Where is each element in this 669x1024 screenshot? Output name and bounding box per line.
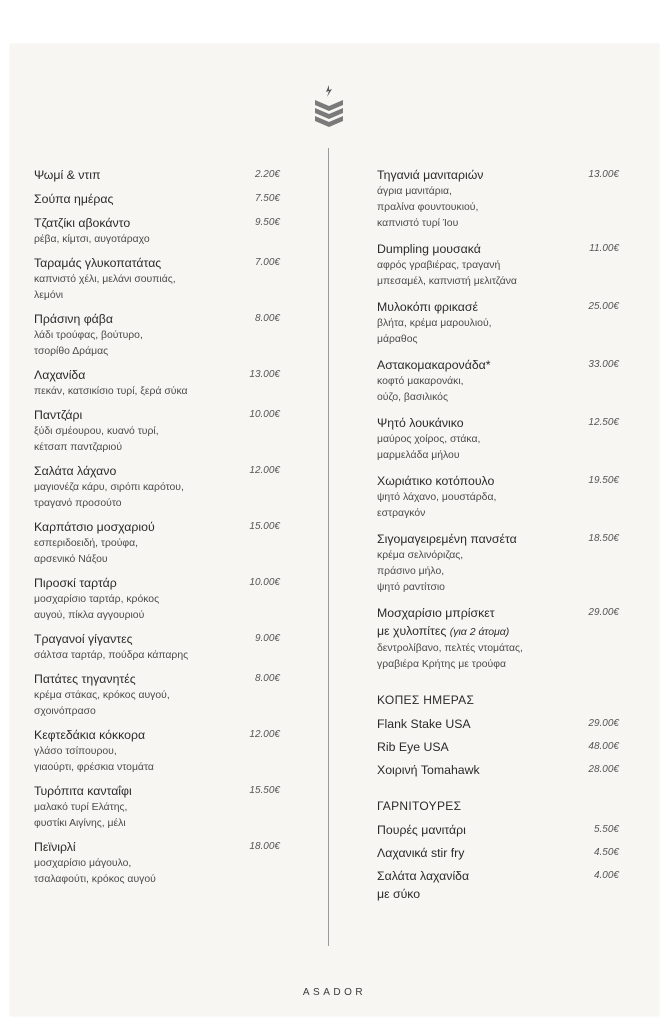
menu-item [34, 310, 286, 360]
dish-price: 28.00€ [588, 764, 619, 775]
dish-price: 25.00€ [588, 301, 619, 312]
dish-price: 7.00€ [254, 257, 280, 268]
dish-description: μοσχαρίσιο μάγουλο, [34, 858, 132, 869]
menu-item [34, 406, 286, 456]
dish-name: Ψωμί & ντιπ [34, 168, 101, 182]
menu-item [34, 726, 286, 776]
dish-price: 12.00€ [249, 465, 280, 476]
menu-item [377, 166, 625, 232]
dish-price: 9.00€ [254, 633, 280, 644]
dish-name: Σαλάτα λαχανίδα [377, 869, 470, 883]
menu-item [34, 782, 286, 832]
dish-name: Πιροσκί ταρτάρ [34, 576, 117, 590]
dish-price: 18.00€ [249, 841, 280, 852]
dish-price: 11.00€ [589, 243, 619, 254]
menu-item [377, 298, 625, 348]
menu-item [377, 761, 625, 779]
dish-name: Τραγανοί γίγαντες [34, 632, 133, 646]
dish-price: 12.00€ [249, 729, 280, 740]
menu-item [34, 214, 286, 248]
dish-name: Πουρές μανιτάρι [377, 823, 466, 837]
dish-description: δεντρολίβανο, πελτές ντομάτας, [377, 643, 523, 654]
portion-note: (για 2 άτομα) [449, 626, 510, 638]
dish-name: Λαχανίδα [34, 368, 86, 382]
dish-description: ψητό ραντίτσιο [377, 582, 445, 593]
right-menu-column [377, 166, 625, 903]
menu-item [377, 240, 625, 290]
dish-name: Πατάτες τηγανητές [34, 672, 136, 686]
dish-description: πραλίνα φουντουκιού, [377, 202, 479, 213]
dish-description: μοσχαρίσιο ταρτάρ, κρόκος [34, 594, 160, 605]
dish-description: καπνιστό χέλι, μελάνι σουπιάς, [34, 274, 176, 285]
dish-description: τσορίθο Δράμας [34, 346, 109, 357]
dish-name-line2: με σύκο [377, 887, 421, 901]
menu-item [377, 414, 625, 464]
dish-description: αρσενικό Νάξου [34, 554, 108, 565]
dish-description: αυγού, πίκλα αγγουριού [34, 610, 145, 621]
dish-description: φυστίκι Αιγίνης, μέλι [34, 818, 126, 829]
menu-item [377, 715, 625, 733]
dish-price: 13.00€ [249, 369, 280, 380]
dish-price: 4.00€ [593, 870, 619, 881]
dish-description: άγρια μανιτάρια, [377, 186, 452, 197]
dish-name: Τζατζίκι αβοκάντο [34, 216, 131, 230]
dish-description: μαλακό τυρί Ελάτης, [34, 802, 128, 813]
dish-price: 7.50€ [254, 193, 280, 204]
dish-price: 10.00€ [249, 577, 280, 588]
dish-description: ούζο, βασιλικός [377, 392, 448, 403]
dish-description: κρέμα σελινόριζας, [377, 550, 464, 561]
dish-description: μπεσαμέλ, καπνιστή μελιτζάνα [377, 276, 517, 287]
dish-description: κρέμα στάκας, κρόκος αυγού, [34, 690, 170, 701]
section-title-sides: ΓΑΡΝΙΤΟΥΡΕΣ [377, 799, 462, 813]
menu-item [34, 190, 286, 208]
menu-item [34, 838, 286, 888]
menu-item [34, 166, 286, 184]
dish-description: εσπεριδοειδή, τρούφα, [34, 538, 139, 549]
dish-description: ρέβα, κίμτσι, αυγοτάραχο [34, 234, 150, 245]
dish-name: Αστακομακαρονάδα* [377, 358, 491, 372]
dish-price: 4.50€ [593, 847, 619, 858]
menu-item [34, 670, 286, 720]
left-menu-column [34, 166, 286, 888]
dish-description: τσαλαφούτι, κρόκος αυγού [34, 874, 156, 885]
dish-price: 33.00€ [588, 359, 619, 370]
menu-item [34, 254, 286, 304]
dish-name: Καρπάτσιο μοσχαριού [34, 520, 155, 534]
dish-description: κοφτό μακαρονάκι, [377, 376, 464, 387]
menu-item [377, 472, 625, 522]
menu-item [377, 530, 625, 596]
dish-name: Πράσινη φάβα [34, 312, 113, 326]
dish-description: πράσινο μήλο, [377, 566, 445, 577]
dish-name: Flank Stake USA [377, 717, 471, 731]
dish-name: Μυλοκόπι φρικασέ [377, 300, 478, 314]
dish-description: σάλτσα ταρτάρ, πούδρα κάπαρης [34, 650, 189, 661]
dish-description: τραγανό προσούτο [34, 498, 122, 509]
dish-price: 15.50€ [249, 785, 280, 796]
flame-chevrons-icon [312, 84, 346, 130]
dish-description: μάραθος [377, 334, 418, 345]
dish-price: 12.50€ [588, 417, 619, 428]
dish-description: μαρμελάδα μήλου [377, 450, 460, 461]
dish-description: γραβιέρα Κρήτης με τρούφα [377, 659, 506, 670]
dish-name-line2: με χυλοπίτες (για 2 άτομα) [377, 624, 510, 638]
dish-name: Λαχανικά stir fry [377, 846, 465, 860]
dish-price: 10.00€ [249, 409, 280, 420]
dish-description: αφρός γραβιέρας, τραγανή [377, 260, 501, 271]
dish-price: 2.20€ [254, 169, 280, 180]
dish-name: Χωριάτικο κοτόπουλο [377, 474, 495, 488]
dish-name: Σούπα ημέρας [34, 192, 114, 206]
dish-name: Ταραμάς γλυκοπατάτας [34, 256, 162, 270]
dish-description: βλήτα, κρέμα μαρουλιού, [377, 318, 492, 329]
dish-name: Κεφτεδάκια κόκκορα [34, 728, 146, 742]
dish-name: Σαλάτα λάχανο [34, 464, 117, 478]
dish-price: 18.50€ [588, 533, 619, 544]
dish-name: Rib Eye USA [377, 740, 449, 754]
dish-price: 29.00€ [588, 718, 619, 729]
menu-item [34, 574, 286, 624]
dish-description: ξύδι σμέουρου, κυανό τυρί, [34, 426, 159, 437]
dish-price: 13.00€ [588, 169, 619, 180]
dish-price: 9.50€ [254, 217, 280, 228]
dish-price: 8.00€ [254, 313, 280, 324]
dish-name: Παντζάρι [34, 408, 83, 422]
dish-price: 15.00€ [249, 521, 280, 532]
dish-name: Τυρόπιτα κανταΐφι [34, 784, 132, 798]
dish-name: Χοιρινή Tomahawk [377, 763, 480, 777]
dish-description: εστραγκόν [377, 508, 426, 519]
dish-name: Σιγομαγειρεμένη πανσέτα [377, 532, 517, 546]
dish-description: μαύρος χοίρος, στάκα, [377, 434, 481, 445]
dish-price: 29.00€ [588, 607, 619, 618]
menu-item [377, 867, 625, 903]
menu-item [377, 356, 625, 406]
dish-price: 19.50€ [588, 475, 619, 486]
dish-price: 8.00€ [254, 673, 280, 684]
dish-name: Dumpling μουσακά [377, 242, 481, 256]
dish-description: λεμόνι [34, 290, 64, 301]
dish-description: πεκάν, κατσικίσιο τυρί, ξερά σύκα [34, 386, 188, 397]
dish-name: Μοσχαρίσιο μπρίσκετ [377, 606, 495, 620]
dish-description: γιαούρτι, φρέσκια ντομάτα [34, 762, 154, 773]
column-divider [328, 148, 329, 946]
menu-item [377, 738, 625, 756]
menu-item [34, 518, 286, 568]
dish-description: λάδι τρούφας, βούτυρο, [34, 330, 143, 341]
dish-name: Ψητό λουκάνικο [377, 416, 464, 430]
dish-name: Πεϊνιρλί [34, 840, 76, 854]
menu-item [377, 844, 625, 862]
dish-description: σχοινόπρασο [34, 706, 96, 717]
menu-item [34, 462, 286, 512]
dish-description: ψητό λάχανο, μουστάρδα, [377, 492, 497, 503]
dish-description: γλάσο τσίπουρου, [34, 746, 117, 757]
section-title-cuts: ΚΟΠΕΣ ΗΜΕΡΑΣ [377, 693, 475, 707]
dish-price: 48.00€ [588, 741, 619, 752]
dish-price: 5.50€ [593, 824, 619, 835]
menu-item [377, 821, 625, 839]
dish-description: κέτσαπ παντζαριού [34, 442, 123, 453]
menu-item [34, 366, 286, 400]
menu-item [34, 630, 286, 664]
dish-description: καπνιστό τυρί Ίου [377, 218, 459, 229]
dish-name: Τηγανιά μανιταριών [377, 168, 484, 182]
dish-description: μαγιονέζα κάρυ, σιρόπι καρότου, [34, 482, 184, 493]
menu-item [377, 604, 625, 673]
brand-name: ASADOR [302, 987, 367, 998]
